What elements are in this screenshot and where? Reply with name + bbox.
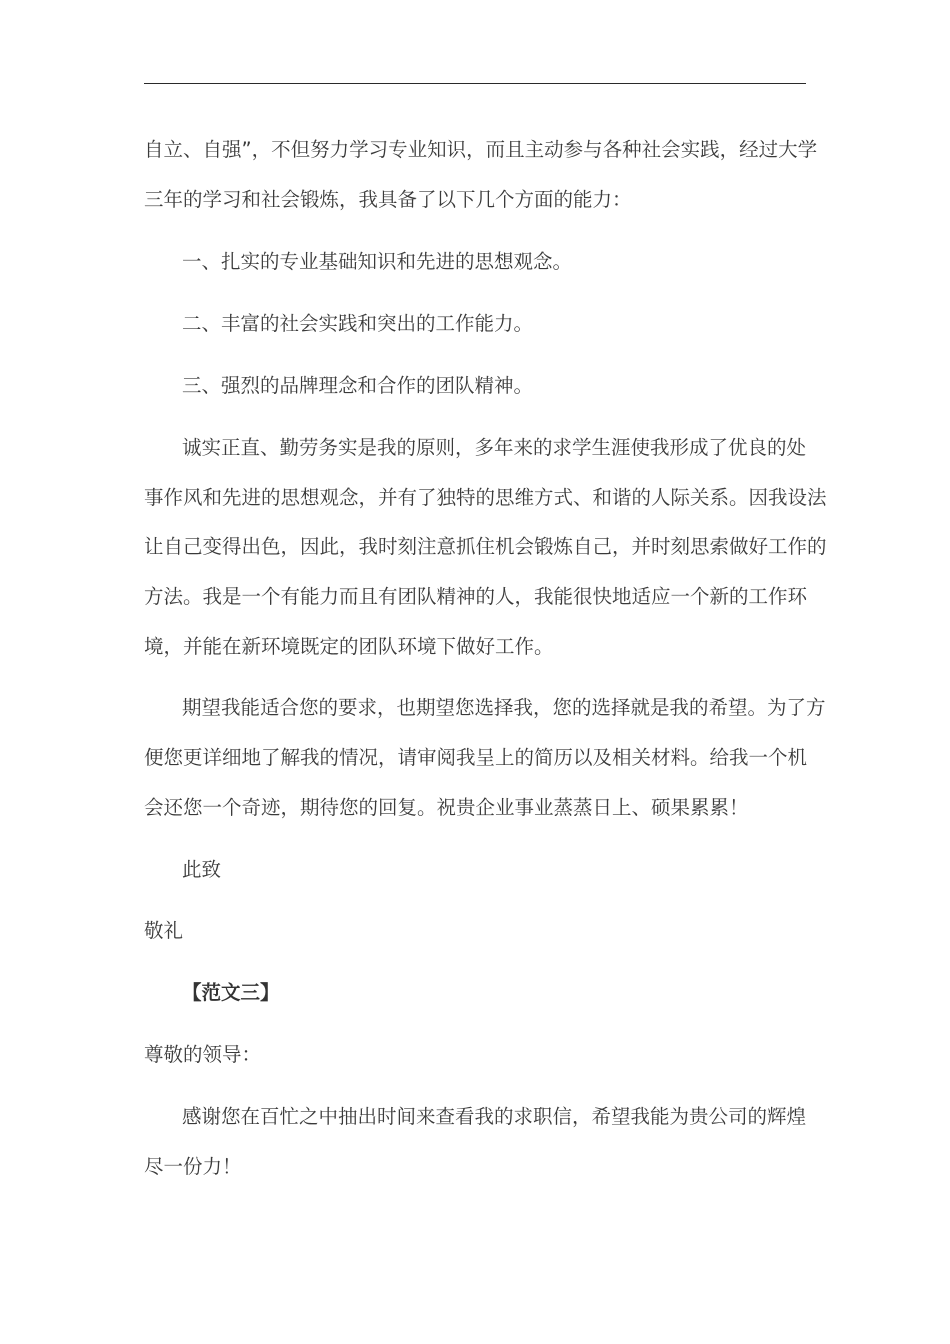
text-line: 诚实正直、勤劳务实是我的原则，多年来的求学生涯使我形成了优良的处	[182, 436, 807, 459]
text-line: 事作风和先进的思想观念，并有了独特的思维方式、和谐的人际关系。因我设法	[144, 486, 827, 509]
closing-salutation: 此致	[182, 858, 222, 881]
text-line: 自立、自强”，不但努力学习专业知识，而且主动参与各种社会实践，经过大学	[144, 138, 818, 161]
text-line: 尽一份力！	[144, 1155, 242, 1178]
closing-regards: 敬礼	[144, 919, 184, 942]
greeting: 尊敬的领导：	[144, 1043, 262, 1066]
text-line: 感谢您在百忙之中抽出时间来查看我的求职信，希望我能为贵公司的辉煌	[182, 1105, 807, 1128]
text-line: 便您更详细地了解我的情况，请审阅我呈上的简历以及相关材料。给我一个机	[144, 746, 808, 769]
text-line: 方法。我是一个有能力而且有团队精神的人，我能很快地适应一个新的工作环	[144, 585, 808, 608]
text-line: 期望我能适合您的要求，也期望您选择我，您的选择就是我的希望。为了方	[182, 696, 826, 719]
text-line: 会还您一个奇迹，期待您的回复。祝贵企业事业蒸蒸日上、硕果累累！	[144, 796, 749, 819]
text-line: 让自己变得出色，因此，我时刻注意抓住机会锻炼自己，并时刻思索做好工作的	[144, 535, 827, 558]
text-line: 三年的学习和社会锻炼，我具备了以下几个方面的能力：	[144, 188, 632, 211]
section-heading: 【范文三】	[182, 981, 280, 1004]
list-item-2: 二、丰富的社会实践和突出的工作能力。	[182, 312, 534, 335]
header-divider	[144, 83, 806, 84]
list-item-1: 一、扎实的专业基础知识和先进的思想观念。	[182, 250, 573, 273]
text-line: 境，并能在新环境既定的团队环境下做好工作。	[144, 635, 554, 658]
list-item-3: 三、强烈的品牌理念和合作的团队精神。	[182, 374, 534, 397]
